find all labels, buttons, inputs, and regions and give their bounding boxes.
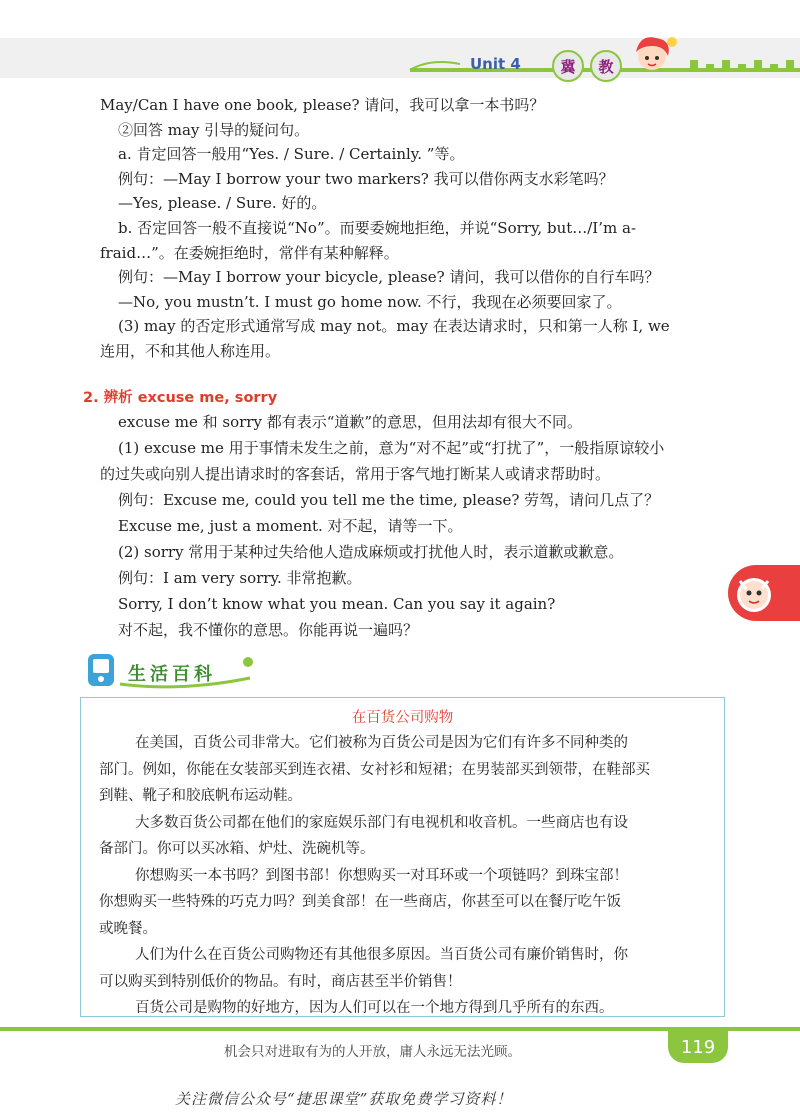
text-line: fraid…”。在委婉拒绝时，常伴有某种解释。 xyxy=(100,243,399,262)
cartoon-face-icon xyxy=(728,565,800,621)
text-line: Excuse me, just a moment. 对不起，请等一下。 xyxy=(118,517,463,535)
text-line: 备部门。你可以买冰箱、炉灶、洗碗机等。 xyxy=(99,841,375,857)
text-line: 的过失或向别人提出请求时的客套话，常用于客气地打断某人或请求帮助时。 xyxy=(100,465,611,483)
text-line: —No, you mustn’t. I must go home now. 不行，我现在必须要回家了。 xyxy=(118,292,622,311)
text-line: 例句：I am very sorry. 非常抱歉。 xyxy=(118,569,362,587)
section-heading-excuse-me-sorry: 2. 辨析 excuse me, sorry xyxy=(83,390,278,406)
side-tab xyxy=(728,565,800,621)
publisher-badge: 教 xyxy=(590,50,622,82)
text-line: 例句：Excuse me, could you tell me the time, please? 劳驾，请问几点了？ xyxy=(118,491,660,509)
text-line: 你想购买一些特殊的巧克力吗？到美食部！在一些商店，你甚至可以在餐厅吃午饭 xyxy=(99,894,621,910)
text-line: 例句：—May I borrow your two markers? 我可以借你两支水彩笔吗？ xyxy=(118,169,614,188)
reading-text xyxy=(99,730,714,1015)
text-line: 或晚餐。 xyxy=(99,920,157,937)
unit-label: Unit 4 xyxy=(470,55,521,73)
text-line: 你想购买一本书吗？到图书部！你想购买一对耳环或一个项链吗？到珠宝部！ xyxy=(135,867,628,884)
text-line: May/Can I have one book, please? 请问，我可以拿一本书吗？ xyxy=(100,96,545,114)
grammar-notes-may xyxy=(100,93,740,383)
text-line: 到鞋、靴子和胶底帆布运动鞋。 xyxy=(99,788,302,804)
region-badge: 冀 xyxy=(552,50,584,82)
page-number: 119 xyxy=(668,1031,728,1063)
text-line: (3) may 的否定形式通常写成 may not。may 在表达请求时，只和第一人称 I, we xyxy=(118,317,670,336)
text-line: 例句：—May I borrow your bicycle, please? 请问，我可以借你的自行车吗？ xyxy=(118,268,660,287)
text-line: Sorry, I don’t know what you mean. Can you say it again? xyxy=(118,595,556,613)
text-line: b. 否定回答一般不直接说“No”。而要委婉地拒绝，并说“Sorry, but…/I’m a- xyxy=(118,219,637,237)
text-line: (1) excuse me 用于事情未发生之前，意为“对不起”或“打扰了”，一般指原谅较小 xyxy=(118,439,665,457)
reading-title: 在百货公司购物 xyxy=(351,710,454,726)
text-line: a. 肯定回答一般用“Yes. / Sure. / Certainly. ”等。 xyxy=(118,145,465,164)
bottom-note: 关注微信公众号“捷思课堂”获取免费学习资料！ xyxy=(175,1090,513,1108)
text-line: excuse me 和 sorry 都有表示“道歉”的意思，但用法却有很大不同。 xyxy=(118,413,583,431)
life-encyclopedia-text: 生活百科 xyxy=(128,664,216,685)
text-line: (2) sorry 常用于某种过失给他人造成麻烦或打扰他人时，表示道歉或歉意。 xyxy=(118,543,624,561)
text-line: 在美国，百货公司非常大。它们被称为百货公司是因为它们有许多不同种类的 xyxy=(135,735,628,751)
text-line: 百货公司是购物的好地方，因为人们可以在一个地方得到几乎所有的东西。 xyxy=(135,1000,614,1016)
grammar-notes-excuse-sorry xyxy=(100,410,740,640)
text-line: —Yes, please. / Sure. 好的。 xyxy=(118,194,327,213)
footer-motto: 机会只对进取有为的人开放，庸人永远无法光顾。 xyxy=(224,1044,521,1060)
text-line: 大多数百货公司都在他们的家庭娱乐部门有电视机和收音机。一些商店也有设 xyxy=(135,814,628,831)
text-line: 可以购买到特别低价的物品。有时，商店甚至半价销售！ xyxy=(99,973,462,990)
reading-box xyxy=(80,697,725,1017)
page-header xyxy=(0,0,800,95)
text-line: 部门。例如，你能在女装部买到连衣裙、女衬衫和短裙；在男装部买到领带，在鞋部买 xyxy=(99,761,650,778)
text-line: 连用，不和其他人称连用。 xyxy=(100,342,281,360)
text-line: ②回答 may 引导的疑问句。 xyxy=(118,120,310,139)
girl-mascot-icon xyxy=(622,30,682,82)
text-line: 人们为什么在百货公司购物还有其他很多原因。当百货公司有廉价销售时，你 xyxy=(135,947,628,963)
text-line: 对不起，我不懂你的意思。你能再说一遍吗？ xyxy=(118,621,419,639)
